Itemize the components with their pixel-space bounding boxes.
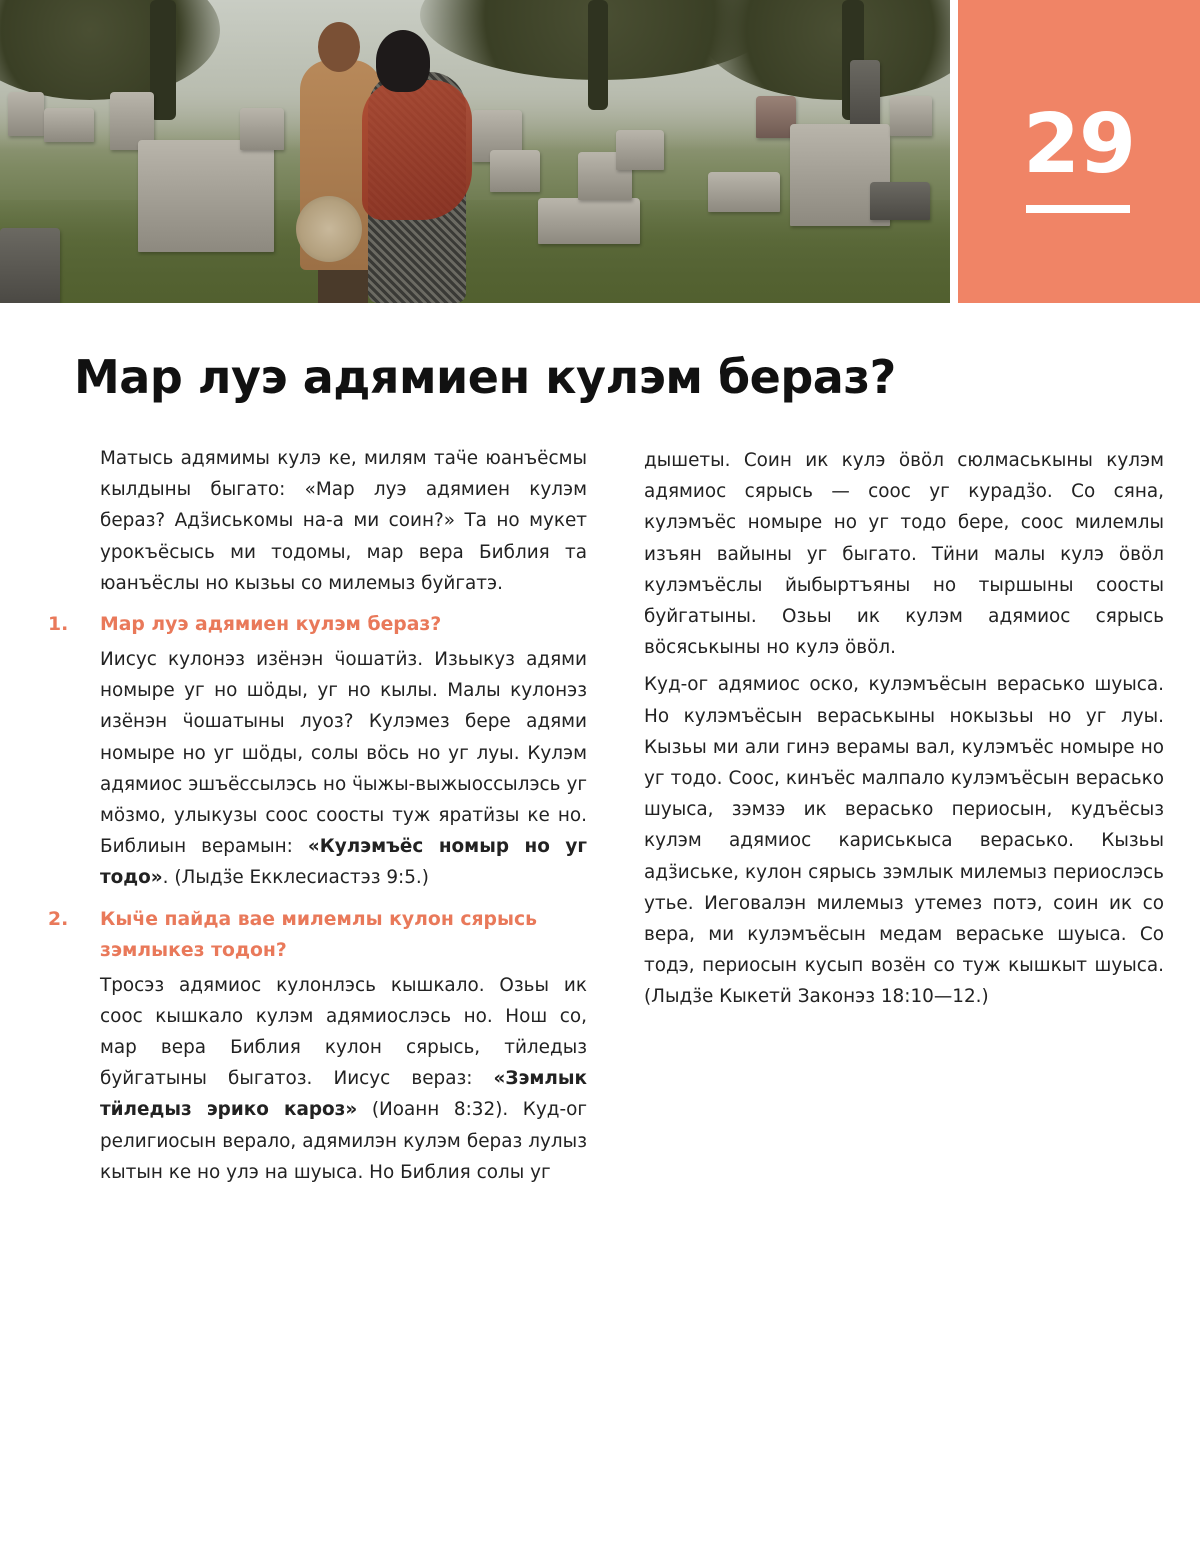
section-2-heading	[48, 904, 587, 966]
right-column	[644, 445, 1164, 1013]
right-paragraph-1: дышеты. Соин ик кулэ ӧвӧл сюлмаськыны кулэм адямиос сярысь — соос уг курадӟо. Со сяна, кулэмъёс номыре но уг тодо бере, соос милемлы изъян вайыны уг быгато. Тӥни малы кулэ ӧвӧл кулэмъёслы йыбыртъяны но тыршыны соосты буйгатыны. Озьы ик кулэм адямиос сярысь вӧсяськыны но кулэ ӧвӧл.	[644, 450, 1164, 659]
section-2-paragraph: Тросэз адямиос кулонлэсь кышкало. Озьы ик соос кышкало кулэм адямиослэсь но. Нош со, мар вера Библия кулон сярысь, тӥледыз буйгатыны быгатоз. Иисус вераз: «Зэмлык тӥледыз эрико кароз» (Иоанн 8:32). Куд-ог религиосын верало, адямилэн кулэм бераз лулыз кытын ке но улэ на шуыса. Но Библия солы уг	[100, 974, 587, 1183]
header-photo	[0, 0, 950, 303]
section-1-heading	[48, 609, 587, 640]
lesson-number-badge	[958, 0, 1200, 303]
section-2-title: Кыӵе пайда вае милемлы кулон сярысь зэмлыкез тодон?	[100, 908, 537, 961]
lesson-number: 29	[1022, 97, 1136, 192]
section-1-quote: «Кулэмъёс номыр но уг тодо»	[100, 836, 587, 889]
section-2-number: 2.	[48, 908, 69, 930]
section-1-number: 1.	[48, 614, 69, 636]
section-1-title: Мар луэ адямиен кулэм бераз?	[100, 614, 442, 636]
section-1-paragraph: Иисус кулонэз изёнэн ӵошатӥз. Изьыкуз адями номыре уг но шӧды, уг но кылы. Малы кулонэз изёнэн ӵошатыны луоз? Кулэмез бере адями номыре но уг шӧды, солы вӧсь но уг луы. Кулэм адямиос эшъёссылэсь но ӵыжы-выжыоссылэсь уг мӧзмо, улыкузы соос соосты туж яратӥзы ке но. Библиын верамын: «Кулэмъёс номыр но уг тодо». (Лыдӟе Екклесиастэз 9:5.)	[100, 649, 587, 889]
intro-paragraph: Матысь адямимы кулэ ке, милям таӵе юанъёсмы кылдыны быгато: «Мар луэ адямиен кулэм бераз? Адӟиськомы на-а ми соин?» Та но мукет урокъёсысь ми тодомы, мар вера Библия та юанъёслы но кызьы со милемыз буйгатэ.	[100, 448, 587, 594]
badge-underline	[1026, 205, 1130, 213]
page-title: Мар луэ адямиен кулэм бераз?	[74, 350, 896, 404]
left-column	[48, 443, 587, 1188]
right-paragraph-2: Куд-ог адямиос оско, кулэмъёсын верасько шуыса. Но кулэмъёсын вераськыны нокызьы но уг луы. Кызьы ми али гинэ верамы вал, кулэмъёс номыре но уг тодо. Соос, кинъёс малпало кулэмъёсын верасько шуыса, зэмзэ ик верасько периосын, кудъёсыз кулэм адямиос кариськыса верасько. Кызьы адӟиське, кулон сярысь зэмлык милемыз периослэсь утье. Иеговалэн милемыз утемез потэ, соин ик со вера, ми кулэмъёсын медам вераське шуыса. Со тодэ, периосын кусып возён со туж кышкыт шуыса. (Лыдӟе Кыкетӥ Законэз 18:10—12.)	[644, 674, 1164, 1008]
section-2-quote: «Зэмлык тӥледыз эрико кароз»	[100, 1068, 587, 1121]
